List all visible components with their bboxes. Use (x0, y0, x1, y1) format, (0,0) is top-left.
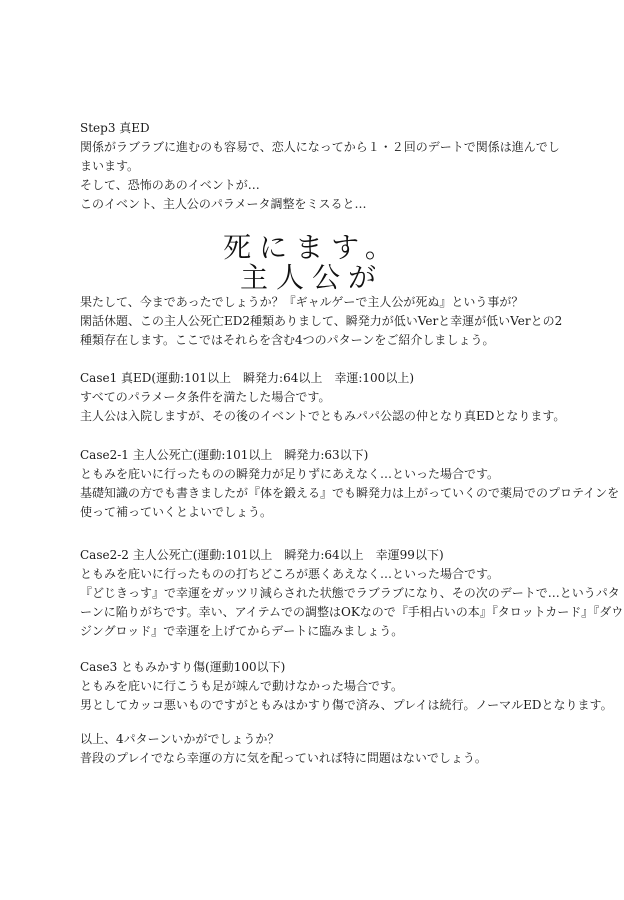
case3-section (80, 658, 613, 715)
paragraph-line: ともみを庇いに行ったものの打ちどころが悪くあえなく…といった場合です。 (80, 567, 500, 581)
paragraph-line: 主人公は入院しますが、その後のイベントでともみパパ公認の仲となり真EDとなります。 (80, 409, 566, 423)
paragraph-line: 基礎知識の方でも書きましたが『体を鍛える』でも瞬発力は上がっていくので薬局でのプロテインを (80, 486, 620, 500)
paragraph-line: そして、恐怖のあのイベントが… (80, 178, 260, 192)
paragraph-line: ジングロッド』で幸運を上げてからデートに臨みましょう。 (80, 624, 404, 638)
title-line-1: 死にます。 (223, 231, 401, 264)
paragraph-line: 使って補っていくとよいでしょう。 (80, 505, 273, 519)
title-line-2: 主人公が (239, 261, 384, 294)
step3-section (80, 119, 560, 214)
paragraph-line: このイベント、主人公のパラメータ調整をミスると… (80, 197, 367, 211)
case2-2-section (80, 546, 624, 641)
paragraph-line: 『どじきっす』で幸運をガッツリ減らされた状態でラブラブになり、その次のデートで…というパタ (80, 586, 620, 600)
paragraph-line: 普段のプレイでなら幸運の方に気を配っていれば特に問題はないでしょう。 (80, 751, 487, 765)
case-heading: Case1 真ED(運動:101以上 瞬発力:64以上 幸運:100以上) (80, 371, 414, 385)
paragraph-line: まいます。 (80, 159, 140, 173)
case-heading: Case2-2 主人公死亡(運動:101以上 瞬発力:64以上 幸運99以下) (80, 548, 444, 562)
intro-section (80, 293, 563, 350)
paragraph-line: ーンに陥りがちです。幸い、アイテムでの調整はOKなので『手相占いの本』『タロットカード』『ダウ (80, 605, 624, 619)
paragraph-line: 閑話休題、この主人公死亡ED2種類ありまして、瞬発力が低いVerと幸運が低いVerとの2 (80, 314, 563, 328)
paragraph-line: ともみを庇いに行こうも足が竦んで動けなかった場合です。 (80, 679, 404, 693)
paragraph-line: 男としてカッコ悪いものですがともみはかすり傷で済み、プレイは続行。ノーマルEDとなります。 (80, 698, 613, 712)
conclusion-section (80, 730, 560, 768)
paragraph-line: すべてのパラメータ条件を満たした場合です。 (80, 390, 331, 404)
case-heading: Case3 ともみかすり傷(運動100以下) (80, 660, 286, 674)
case-heading: Case2-1 主人公死亡(運動:101以上 瞬発力:63以下) (80, 448, 369, 462)
case2-1-section (80, 446, 620, 522)
paragraph-line: 以上、4パターンいかがでしょうか？ (80, 732, 280, 746)
paragraph-line: 果たして、今まであったでしょうか？『ギャルゲーで主人公が死ぬ』という事が？ (80, 295, 524, 309)
paragraph-line: ともみを庇いに行ったものの瞬発力が足りずにあえなく…といった場合です。 (80, 467, 500, 481)
section-heading: Step3 真ED (80, 121, 150, 135)
case1-section (80, 369, 566, 426)
paragraph-line: 種類存在します。ここではそれらを含む4つのパターンをご紹介しましょう。 (80, 333, 495, 347)
paragraph-line: 関係がラブラブに進むのも容易で、恋人になってから１・２回のデートで関係は進んでし (80, 140, 560, 154)
